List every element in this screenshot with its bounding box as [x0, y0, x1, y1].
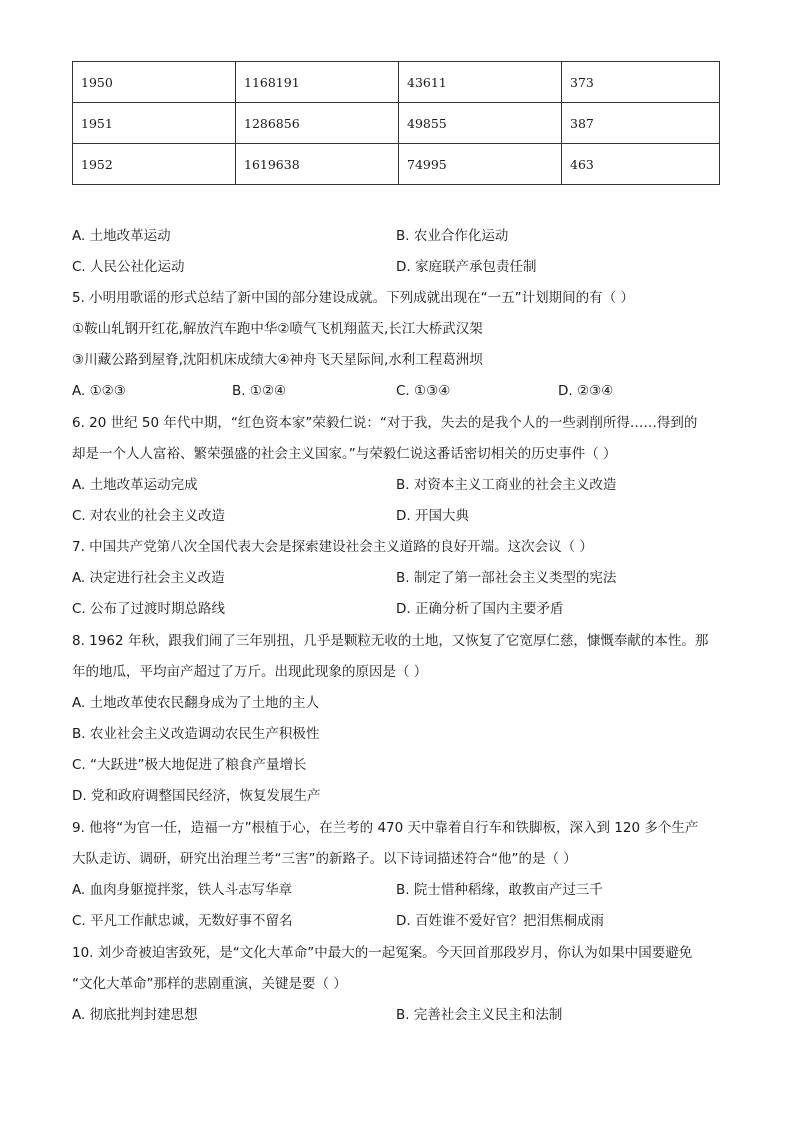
table-cell: 373 [562, 62, 720, 103]
q10-stem-1: 10. 刘少奇被迫害致死，是“文化大革命”中最大的一起冤案。今天回首那段岁月，你认为如果中国要避免 [72, 945, 693, 961]
q7-option-a: A. 决定进行社会主义改造 [72, 570, 225, 586]
q10-stem-2: “文化大革命”那样的悲剧重演，关键是要（ ） [72, 976, 347, 992]
q8-option-c: C. “大跃进”极大地促进了粮食产量增长 [72, 757, 307, 773]
q6-option-b: B. 对资本主义工商业的社会主义改造 [396, 477, 617, 493]
q7-option-c: C. 公布了过渡时期总路线 [72, 601, 226, 617]
table-cell: 1619638 [236, 144, 399, 185]
table-row [73, 103, 720, 144]
data-table [72, 61, 720, 185]
table-row [73, 62, 720, 103]
q6-stem-1: 6. 20 世纪 50 年代中期，“红色资本家”荣毅仁说：“对于我，失去的是我个人的一些剥削所得……得到的 [72, 415, 698, 431]
table-cell: 1950 [73, 62, 236, 103]
q8-option-b: B. 农业社会主义改造调动农民生产积极性 [72, 726, 320, 742]
q8-option-a: A. 土地改革使农民翻身成为了土地的主人 [72, 695, 320, 711]
table-cell: 1286856 [236, 103, 399, 144]
q8-option-d: D. 党和政府调整国民经济，恢复发展生产 [72, 788, 321, 804]
q5-stem: 5. 小明用歌谣的形式总结了新中国的部分建设成就。下列成就出现在“一五”计划期间的有（ ） [72, 290, 634, 306]
table-cell: 43611 [399, 62, 562, 103]
q7-option-b: B. 制定了第一部社会主义类型的宪法 [396, 570, 617, 586]
q9-stem-1: 9. 他将“为官一任，造福一方”根植于心，在兰考的 470 天中靠着自行车和铁脚板，深入到 120 多个生产 [72, 820, 699, 836]
q5-line-2: ③川藏公路到屋脊,沈阳机床成绩大④神舟飞天星际间,水利工程葛洲坝 [72, 352, 483, 368]
q6-stem-2: 却是一个人人富裕、繁荣强盛的社会主义国家。”与荣毅仁说这番话密切相关的历史事件（ ） [72, 446, 617, 462]
table-cell: 1951 [73, 103, 236, 144]
q6-option-d: D. 开国大典 [396, 508, 469, 524]
q10-option-a: A. 彻底批判封建思想 [72, 1007, 198, 1023]
q6-option-c: C. 对农业的社会主义改造 [72, 508, 226, 524]
q9-option-b: B. 院士惜种稻缘，敢教亩产过三千 [396, 882, 603, 898]
q4-option-c: C. 人民公社化运动 [72, 259, 185, 275]
q5-line-1: ①鞍山轧钢开红花,解放汽车跑中华②喷气飞机翔蓝天,长江大桥武汉架 [72, 321, 483, 337]
table-cell: 1168191 [236, 62, 399, 103]
table-cell: 463 [562, 144, 720, 185]
q9-stem-2: 大队走访、调研，研究出治理兰考“三害”的新路子。以下诗词描述符合“他”的是（ ） [72, 851, 577, 867]
q5-option-b: B. ①②④ [232, 383, 287, 399]
table-cell: 49855 [399, 103, 562, 144]
q4-option-d: D. 家庭联产承包责任制 [396, 259, 537, 275]
q10-option-b: B. 完善社会主义民主和法制 [396, 1007, 563, 1023]
q4-option-a: A. 土地改革运动 [72, 228, 171, 244]
q9-option-d: D. 百姓谁不爱好官？把泪焦桐成雨 [396, 913, 604, 929]
q5-option-a: A. ①②③ [72, 383, 126, 399]
table-cell: 74995 [399, 144, 562, 185]
q8-stem-1: 8. 1962 年秋，跟我们闹了三年别扭，几乎是颗粒无收的土地，又恢复了它宽厚仁慈，慷慨奉献的本性。那 [72, 633, 709, 649]
table-cell: 1952 [73, 144, 236, 185]
q8-stem-2: 年的地瓜，平均亩产超过了万斤。出现此现象的原因是（ ） [72, 664, 428, 680]
q5-option-d: D. ②③④ [558, 383, 614, 399]
table-cell: 387 [562, 103, 720, 144]
q6-option-a: A. 土地改革运动完成 [72, 477, 198, 493]
q9-option-c: C. 平凡工作献忠诚，无数好事不留名 [72, 913, 293, 929]
table-row [73, 144, 720, 185]
q5-option-c: C. ①③④ [396, 383, 451, 399]
q4-option-b: B. 农业合作化运动 [396, 228, 509, 244]
q7-stem: 7. 中国共产党第八次全国代表大会是探索建设社会主义道路的良好开端。这次会议（ ） [72, 539, 593, 555]
q7-option-d: D. 正确分析了国内主要矛盾 [396, 601, 564, 617]
q9-option-a: A. 血肉身躯搅拌浆，铁人斗志写华章 [72, 882, 293, 898]
